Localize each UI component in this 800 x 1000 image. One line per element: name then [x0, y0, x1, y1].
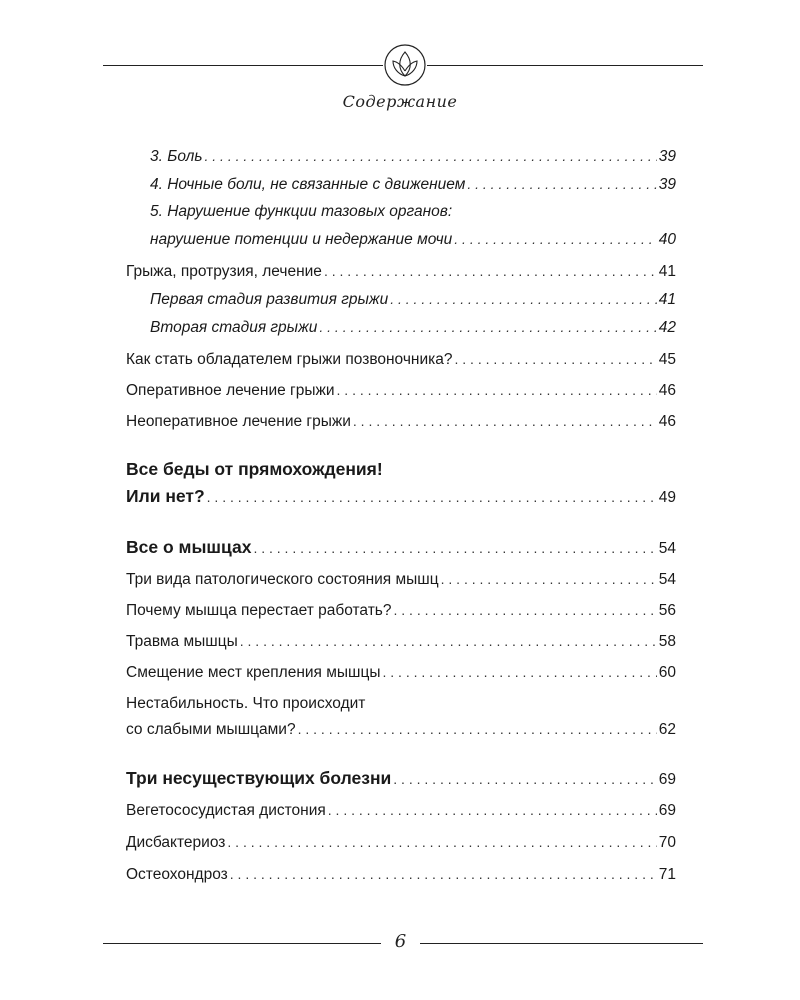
toc-chapter-title-line1: Все беды от прямохождения!	[126, 459, 383, 479]
toc-entry-page: 46	[658, 413, 676, 430]
toc-entry-title: Оперативное лечение грыжи	[126, 382, 335, 399]
toc-entry-page: 42	[658, 319, 676, 336]
toc-entry-page: 45	[658, 351, 676, 368]
toc-entry-page: 58	[658, 633, 676, 650]
dot-leader	[394, 600, 657, 620]
toc-chapter-entry[interactable]	[126, 768, 676, 788]
dot-leader	[337, 380, 657, 400]
toc-entry[interactable]	[150, 317, 676, 337]
toc-entry-title: Первая стадия развития грыжи	[150, 291, 389, 308]
toc-entry-title: со слабыми мышцами?	[126, 721, 296, 738]
toc-entry-page: 49	[658, 489, 676, 506]
toc-entry-title: Дисбактериоз	[126, 834, 226, 851]
toc-entry-page: 41	[658, 291, 676, 308]
toc-entry-title: 4. Ночные боли, не связанные с движением	[150, 176, 466, 193]
dot-leader	[467, 174, 656, 194]
footer-rule-left	[103, 943, 381, 944]
toc-entry-title-line1: 5. Нарушение функции тазовых органов:	[150, 203, 453, 220]
toc-entry-title: нарушение потенции и недержание мочи	[150, 231, 453, 248]
header-rule-left	[103, 65, 383, 66]
toc-entry-title: 3. Боль	[150, 148, 203, 165]
toc-entry-title: Вторая стадия грыжи	[150, 319, 318, 336]
dot-leader	[227, 832, 656, 852]
dot-leader	[298, 719, 657, 739]
toc-entry-page: 39	[658, 148, 676, 165]
toc-entry-title: Смещение мест крепления мышцы	[126, 664, 381, 681]
toc-entry-page: 69	[658, 802, 676, 819]
toc-entry[interactable]	[126, 719, 676, 739]
toc-entry[interactable]	[126, 600, 676, 620]
toc-entry-title: Травма мышцы	[126, 633, 238, 650]
toc-entry-title: Почему мышца перестает работать?	[126, 602, 392, 619]
toc-entry-title: Грыжа, протрузия, лечение	[126, 263, 322, 280]
toc-entry-page: 70	[658, 834, 676, 851]
toc-entry[interactable]	[126, 631, 676, 651]
toc-entry[interactable]	[126, 800, 676, 820]
toc-entry[interactable]	[150, 146, 676, 166]
dot-leader	[253, 538, 656, 558]
toc-entry[interactable]	[150, 289, 676, 309]
toc-entry-title: Все о мышцах	[126, 537, 252, 557]
toc-entry[interactable]	[126, 261, 676, 281]
lotus-emblem-icon	[383, 43, 427, 87]
dot-leader	[319, 317, 656, 337]
toc-entry[interactable]	[150, 174, 676, 194]
toc-entry-page: 69	[658, 771, 676, 788]
page-number: 6	[394, 931, 407, 952]
toc-entry-page: 54	[658, 571, 676, 588]
toc-entry-page: 54	[658, 540, 676, 557]
toc-entry-title: Три вида патологического состояния мышц	[126, 571, 439, 588]
dot-leader	[324, 261, 657, 281]
toc-entry[interactable]	[150, 229, 676, 249]
dot-leader	[230, 864, 657, 884]
dot-leader	[455, 349, 657, 369]
toc-entry-title: Три несуществующих болезни	[126, 768, 392, 788]
toc-entry[interactable]	[126, 864, 676, 884]
toc-entry-page: 71	[658, 866, 676, 883]
toc-entry-title: Или нет?	[126, 486, 205, 506]
section-title: Содержание	[342, 92, 458, 111]
dot-leader	[390, 289, 657, 309]
header-rule-right	[427, 65, 703, 66]
toc-entry-title: Вегетососудистая дистония	[126, 802, 326, 819]
toc-entry[interactable]	[126, 411, 676, 431]
toc-chapter-entry[interactable]	[126, 486, 676, 506]
footer-rule-right	[420, 943, 703, 944]
toc-entry-title-line1: Нестабильность. Что происходит	[126, 695, 366, 712]
toc-entry[interactable]	[126, 832, 676, 852]
toc-entry[interactable]	[126, 380, 676, 400]
toc-entry-title: Неоперативное лечение грыжи	[126, 413, 351, 430]
dot-leader	[353, 411, 657, 431]
toc-entry-title: Остеохондроз	[126, 866, 228, 883]
dot-leader	[240, 631, 657, 651]
dot-leader	[393, 769, 656, 789]
toc-entry-page: 62	[658, 721, 676, 738]
toc-entry[interactable]	[126, 662, 676, 682]
toc-entry-title: Как стать обладателем грыжи позвоночника?	[126, 351, 453, 368]
toc-entry[interactable]	[126, 349, 676, 369]
toc-entry-page: 60	[658, 664, 676, 681]
dot-leader	[441, 569, 657, 589]
dot-leader	[383, 662, 657, 682]
toc-chapter-entry[interactable]	[126, 537, 676, 557]
dot-leader	[207, 487, 657, 507]
dot-leader	[328, 800, 657, 820]
toc-entry-page: 39	[658, 176, 676, 193]
toc-entry-page: 40	[658, 231, 676, 248]
toc-entry-page: 56	[658, 602, 676, 619]
dot-leader	[205, 146, 657, 166]
toc-entry-page: 41	[658, 263, 676, 280]
toc-entry-page: 46	[658, 382, 676, 399]
dot-leader	[454, 229, 656, 249]
toc-entry[interactable]	[126, 569, 676, 589]
